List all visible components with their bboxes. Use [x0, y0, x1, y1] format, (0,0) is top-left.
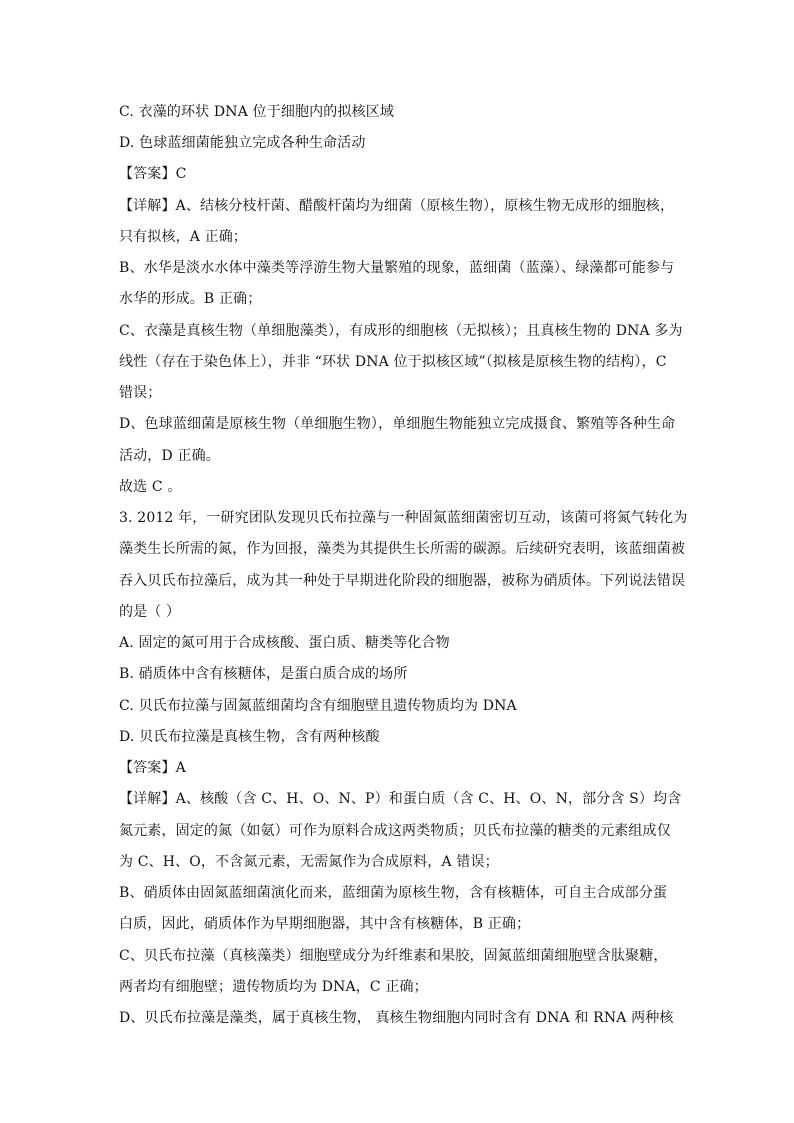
explanation-line: 线性（存在于染色体上），并非 “环状 DNA 位于拟核区域”（拟核是原核生物的结构），C: [119, 354, 667, 370]
question-line: 的是（ ）: [119, 604, 181, 620]
explanation-line: 活动，D 正确。: [119, 448, 220, 464]
option-a-line: A. 固定的氮可用于合成核酸、蛋白质、糖类等化合物: [119, 635, 450, 651]
question-line: 藻类生长所需的氮，作为回报，藻类为其提供生长所需的碳源。后续研究表明，该蓝细菌被: [119, 541, 685, 557]
option-c-line: C. 衣藻的环状 DNA 位于细胞内的拟核区域: [119, 104, 395, 120]
explanation-line: B、水华是淡水水体中藻类等浮游生物大量繁殖的现象，蓝细菌（蓝藻）、绿藻都可能参与: [119, 260, 675, 276]
explanation-line: 两者均有细胞壁；遗传物质均为 DNA，C 正确；: [119, 979, 428, 995]
explanation-line: B、硝质体由固氮蓝细菌演化而来，蓝细菌为原核生物，含有核糖体，可自主合成部分蛋: [119, 885, 668, 901]
explanation-line: D、贝氏布拉藻是藻类，属于真核生物， 真核生物细胞内同时含有 DNA 和 RNA 两种核: [119, 1010, 674, 1026]
option-c-line: C. 贝氏布拉藻与固氮蓝细菌均含有细胞壁且遗传物质均为 DNA: [119, 698, 517, 714]
explanation-line: 氮元素，固定的氮（如氨）可作为原料合成这两类物质；贝氏布拉藻的糖类的元素组成仅: [119, 823, 671, 839]
explanation-line: 水华的形成。B 正确；: [119, 291, 262, 307]
question-line: 吞入贝氏布拉藻后，成为其一种处于早期进化阶段的细胞器，被称为硝质体。下列说法错误: [119, 573, 685, 589]
answer-line: 【答案】C: [119, 166, 187, 182]
explanation-line: C、贝氏布拉藻（真核藻类）细胞壁成分为纤维素和果胶，固氮蓝细菌细胞壁含肽聚糖，: [119, 948, 668, 964]
explanation-line: 为 C、H、O，不含氮元素，无需氮作为合成原料，A 错误；: [119, 854, 499, 870]
answer-line: 【答案】A: [119, 760, 186, 776]
option-d-line: D. 色球蓝细菌能独立完成各种生命活动: [119, 135, 366, 151]
question-line: 3. 2012 年，一研究团队发现贝氏布拉藻与一种固氮蓝细菌密切互动，该菌可将氮气转化为: [119, 510, 688, 526]
explanation-line: 【详解】A、核酸（含 C、H、O、N、P）和蛋白质（含 C、H、O、N，部分含 S）均含: [119, 791, 682, 807]
option-b-line: B. 硝质体中含有核糖体，是蛋白质合成的场所: [119, 666, 408, 682]
explanation-line: 只有拟核，A 正确；: [119, 229, 248, 245]
option-d-line: D. 贝氏布拉藻是真核生物，含有两种核酸: [119, 729, 380, 745]
explanation-line: C、衣藻是真核生物（单细胞藻类），有成形的细胞核（无拟核）；且真核生物的 DNA 多为: [119, 323, 683, 339]
explanation-line: 白质，因此，硝质体作为早期细胞器，其中含有核糖体，B 正确；: [119, 916, 531, 932]
explanation-line: 【详解】A、结核分枝杆菌、醋酸杆菌均为细菌（原核生物），原核生物无成形的细胞核，: [119, 198, 675, 214]
explanation-line: D、色球蓝细菌是原核生物（单细胞生物），单细胞生物能独立完成摄食、繁殖等各种生命: [119, 416, 676, 432]
choose-line: 故选 C 。: [119, 479, 182, 495]
explanation-line: 错误；: [119, 385, 162, 401]
